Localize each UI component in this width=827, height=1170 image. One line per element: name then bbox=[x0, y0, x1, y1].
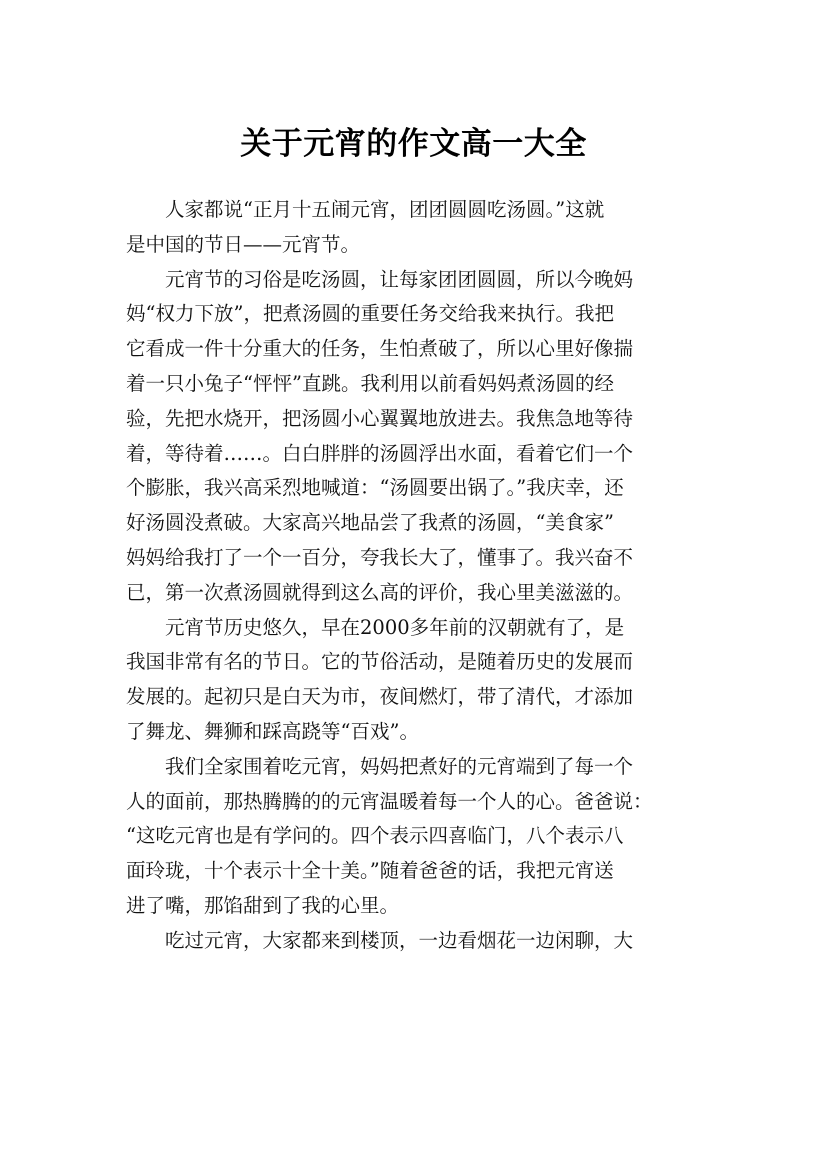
paragraph: 元宵节历史悠久，早在2000多年前的汉朝就有了，是 我国非常有名的节日。它的节俗活动，是随着历史的发展而 发展的。起初只是白天为市，夜间燃灯，带了清代，才添加 了舞龙、舞狮和踩高跷等“百戏”。 bbox=[126, 615, 634, 743]
paragraph: 元宵节的习俗是吃汤圆，让每家团团圆圆，所以今晚妈 妈“权力下放”，把煮汤圆的重要任务交给我来执行。我把 它看成一件十分重大的任务，生怕煮破了，所以心里好像揣 着一只小兔子“怦怦”直跳。我利用以前看妈妈煮汤圆的经 验，先把水烧开，把汤圆小心翼翼地放进去。我焦急地等待 着，等待着……。白白胖胖的汤圆浮出水面，看着它们一个 个膨胀，我兴高采烈地喊道：“汤圆要出锅了。”我庆幸，还 好汤圆没煮破。大家高兴地品尝了我煮的汤圆，“美食家” 妈妈给我打了一个一百分，夸我长大了，懂事了。我兴奋不 已，第一次煮汤圆就得到这么高的评价，我心里美滋滋的。 bbox=[126, 267, 634, 604]
paragraph: 我们全家围着吃元宵，妈妈把煮好的元宵端到了每一个 人的面前，那热腾腾的的元宵温暖着每一个人的心。爸爸说： “这吃元宵也是有学问的。四个表示四喜临门，八个表示八 面玲珑，十个表示十全十美。”随着爸爸的话，我把元宵送 进了嘴，那馅甜到了我的心里。 bbox=[126, 754, 653, 917]
document-body bbox=[126, 193, 704, 959]
document-title: 关于元宵的作文高一大全 bbox=[240, 125, 587, 162]
paragraph: 吃过元宵，大家都来到楼顶，一边看烟花一边闲聊，大 bbox=[165, 928, 634, 952]
paragraph: 人家都说“正月十五闹元宵，团团圆圆吃汤圆。”这就 是中国的节日——元宵节。 bbox=[126, 198, 605, 256]
